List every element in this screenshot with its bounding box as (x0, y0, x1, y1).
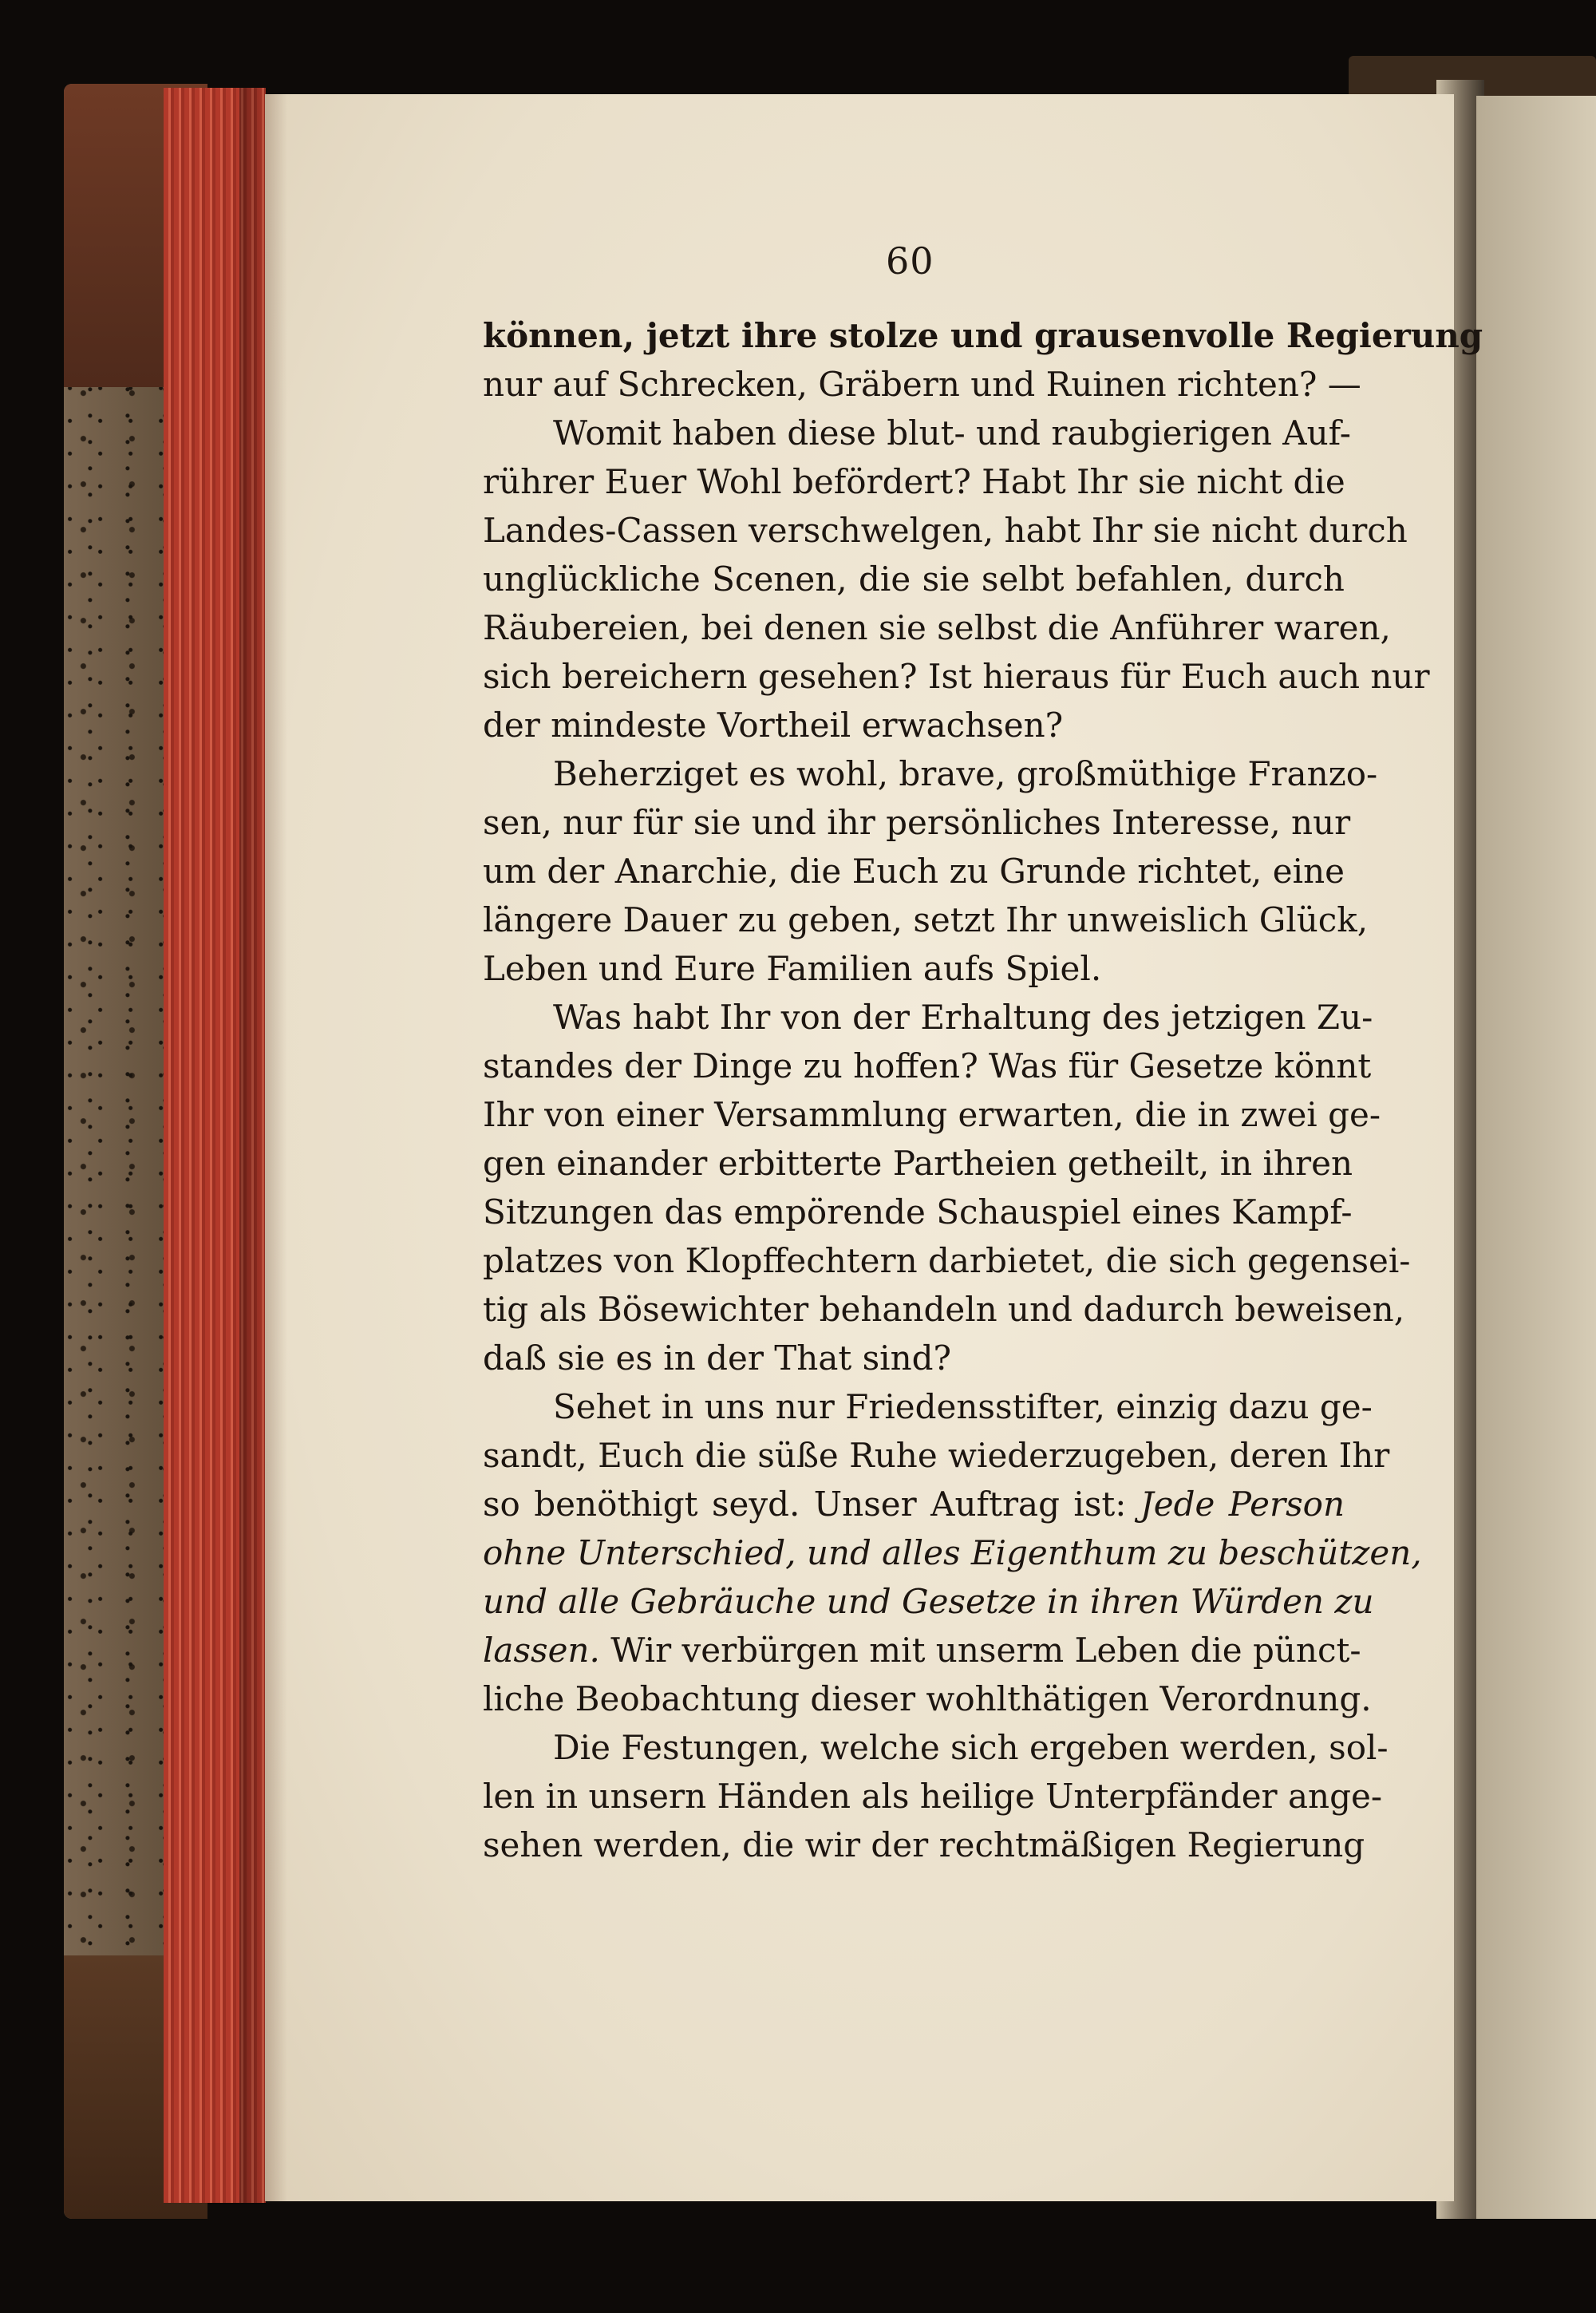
text-line: Was habt Ihr von der Erhaltung des jetzigen Zu- (553, 998, 1373, 1037)
text-line: um der Anarchie, die Euch zu Grunde richtet, eine (483, 852, 1345, 891)
text-line: lassen. Wir verbürgen mit unserm Leben die pünct- (483, 1631, 1361, 1670)
text-line: Landes-Cassen verschwelgen, habt Ihr sie nicht durch (483, 511, 1408, 550)
page-shadow (265, 94, 287, 2201)
text-line: ohne Unterschied, und alles Eigenthum zu beschützen, (483, 1533, 1422, 1572)
text-line: Räubereien, bei denen sie selbst die Anführer waren, (483, 608, 1391, 647)
text-line: Sitzungen das empörende Schauspiel eines Kampf- (483, 1192, 1353, 1232)
text-line: sehen werden, die wir der rechtmäßigen Regierung (483, 1825, 1365, 1864)
text-line: Sehet in uns nur Friedensstifter, einzig dazu ge- (553, 1387, 1373, 1426)
text-line: daß sie es in der That sind? (483, 1338, 952, 1378)
text-line: len in unsern Händen als heilige Unterpfänder ange- (483, 1777, 1383, 1816)
text-line: der mindeste Vortheil erwachsen? (483, 706, 1064, 745)
text-line: können, jetzt ihre stolze und grausenvolle Regierung (483, 316, 1483, 355)
text-line: Leben und Eure Familien aufs Spiel. (483, 949, 1102, 988)
text-line: standes der Dinge zu hoffen? Was für Gesetze könnt (483, 1046, 1372, 1085)
text-line: sich bereichern gesehen? Ist hieraus für Euch auch nur (483, 657, 1430, 696)
facing-page (1476, 96, 1596, 2219)
text-line: unglückliche Scenen, die sie selbt befahlen, durch (483, 559, 1345, 599)
text-line: sandt, Euch die süße Ruhe wiederzugeben, deren Ihr (483, 1436, 1390, 1475)
text-line: sen, nur für sie und ihr persönliches Interesse, nur (483, 803, 1351, 842)
text-line: platzes von Klopffechtern darbietet, die sich gegensei- (483, 1241, 1411, 1280)
page-number: 60 (886, 239, 934, 283)
text-line: Die Festungen, welche sich ergeben werden, sol- (553, 1728, 1389, 1767)
text-line: Ihr von einer Versammlung erwarten, die in zwei ge- (483, 1095, 1381, 1134)
text-line: gen einander erbitterte Partheien getheilt, in ihren (483, 1144, 1353, 1183)
text-line: tig als Bösewichter behandeln und dadurch beweisen, (483, 1290, 1405, 1329)
text-line: längere Dauer zu geben, setzt Ihr unweislich Glück, (483, 900, 1369, 939)
page-text (483, 311, 1483, 1869)
text-line: Beherziget es wohl, brave, großmüthige Franzo- (553, 754, 1378, 793)
text-line: so benöthigt seyd. Unser Auftrag ist: Jede Person (483, 1485, 1345, 1524)
text-line: nur auf Schrecken, Gräbern und Ruinen richten? — (483, 365, 1361, 404)
text-line: und alle Gebräuche und Gesetze in ihren Würden zu (483, 1582, 1374, 1621)
text-line: rührer Euer Wohl befördert? Habt Ihr sie nicht die (483, 462, 1345, 501)
text-line: Womit haben diese blut- und raubgierigen Auf- (553, 413, 1351, 453)
text-line: liche Beobachtung dieser wohlthätigen Verordnung. (483, 1679, 1372, 1718)
